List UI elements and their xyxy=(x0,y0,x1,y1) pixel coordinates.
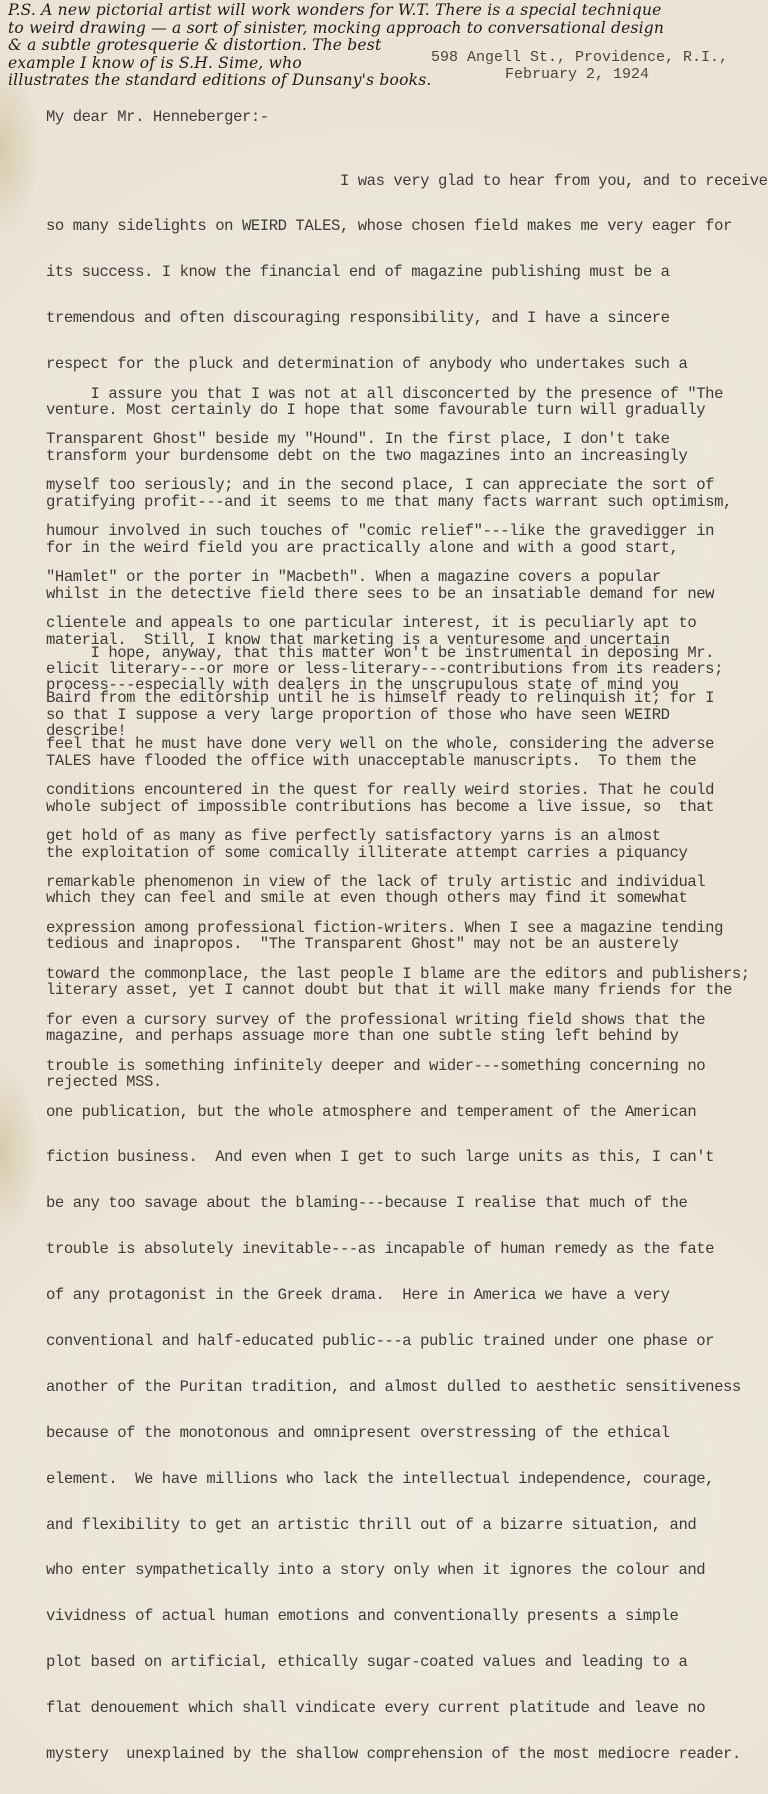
postscript-line: illustrates the standard editions of Dunsany's books. xyxy=(8,71,432,89)
text-line: because of the monotonous and omnipresent overstressing of the ethical xyxy=(46,1423,670,1442)
text-line: conventional and half-educated public---a public trained under one phase or xyxy=(46,1331,715,1350)
text-line: for even a cursory survey of the professional writing field shows that the xyxy=(46,1010,706,1029)
paragraph-3 xyxy=(46,615,750,1793)
text-line: its success. I know the financial end of magazine publishing must be a xyxy=(46,263,670,282)
text-line: transform your burdensome debt on the two magazines into an increasingly xyxy=(46,446,688,465)
text-line: feel that he must have done very well on the whole, considering the adverse xyxy=(46,735,715,754)
text-line: so many sidelights on WEIRD TALES, whose chosen field makes me very eager for xyxy=(46,217,732,236)
text-line: humour involved in such touches of "comic relief"---like the gravedigger in xyxy=(46,522,715,541)
text-line: rejected MSS. xyxy=(46,1072,162,1091)
text-line: "Hamlet" or the porter in "Macbeth". When a magazine covers a popular xyxy=(46,568,661,587)
text-line: mystery unexplained by the shallow comprehension of the most mediocre reader. xyxy=(46,1744,741,1763)
postscript-line: example I know of is S.H. Sime, who xyxy=(8,53,302,72)
text-line: material. Still, I know that marketing is a venturesome and uncertain xyxy=(46,630,670,649)
text-line: trouble is something infinitely deeper and wider---something concerning no xyxy=(46,1056,706,1075)
letterhead xyxy=(431,49,728,83)
salutation: My dear Mr. Henneberger:- xyxy=(46,108,269,126)
text-line: describe! xyxy=(46,722,127,741)
text-line: the exploitation of some comically illiterate attempt carries a piquancy xyxy=(46,843,688,862)
text-line: trouble is absolutely inevitable---as incapable of human remedy as the fate xyxy=(46,1240,715,1259)
text-line: conditions encountered in the quest for really weird stories. That he could xyxy=(46,781,715,800)
text-line: gratifying profit---and it seems to me that many facts warrant such optimism, xyxy=(46,492,732,511)
text-line: tremendous and often discouraging responsibility, and I have a sincere xyxy=(46,309,670,328)
text-line: be any too savage about the blaming---because I realise that much of the xyxy=(46,1194,688,1213)
postscript-line: to weird drawing — a sort of sinister, mocking approach to conversational design xyxy=(8,18,665,37)
text-line: vividness of actual human emotions and conventionally presents a simple xyxy=(46,1607,679,1626)
letter-date: February 2, 1924 xyxy=(505,66,650,83)
text-line: clientele and appeals to one particular interest, it is peculiarly apt to xyxy=(46,614,697,633)
text-line: process---especially with dealers in the unscrupulous state of mind you xyxy=(46,676,679,695)
text-line: elicit literary---or more or less-literary---contributions from its readers; xyxy=(46,659,723,678)
text-line: element. We have millions who lack the intellectual independence, courage, xyxy=(46,1469,715,1488)
text-line: toward the commonplace, the last people I blame are the editors and publishers; xyxy=(46,964,750,983)
text-line: remarkable phenomenon in view of the lack of truly artistic and individual xyxy=(46,873,706,892)
text-line: I hope, anyway, that this matter won't be instrumental in deposing Mr. xyxy=(46,643,715,662)
text-line: myself too seriously; and in the second place, I can appreciate the sort of xyxy=(46,476,715,495)
text-line: Transparent Ghost" beside my "Hound". In the first place, I don't take xyxy=(46,430,670,449)
text-line: Baird from the editorship until he is himself ready to relinquish it; for I xyxy=(46,689,715,708)
text-line: I assure you that I was not at all disconcerted by the presence of "The xyxy=(46,384,723,403)
text-line: I was very glad to hear from you, and to receive xyxy=(46,171,768,190)
text-line: of any protagonist in the Greek drama. Here in America we have a very xyxy=(46,1286,670,1305)
postscript-line: & a subtle grotesquerie & distortion. The best xyxy=(8,36,382,54)
text-line: fiction business. And even when I get to such large units as this, I can't xyxy=(46,1148,715,1167)
text-line: TALES have flooded the office with unacceptable manuscripts. To them the xyxy=(46,751,697,770)
text-line: whilst in the detective field there sees to be an insatiable demand for new xyxy=(46,584,715,603)
text-line: which they can feel and smile at even though others may find it somewhat xyxy=(46,889,688,908)
text-line: who enter sympathetically into a story only when it ignores the colour and xyxy=(46,1561,706,1580)
text-line: for in the weird field you are practically alone and with a good start, xyxy=(46,538,679,557)
text-line: another of the Puritan tradition, and almost dulled to aesthetic sensitiveness xyxy=(46,1377,741,1396)
text-line: get hold of as many as five perfectly satisfactory yarns is an almost xyxy=(46,827,661,846)
text-line: and flexibility to get an artistic thrill out of a bizarre situation, and xyxy=(46,1515,697,1534)
sender-address: 598 Angell St., Providence, R.I., xyxy=(431,49,729,66)
text-line: flat denouement which shall vindicate every current platitude and leave no xyxy=(46,1699,706,1718)
text-line: literary asset, yet I cannot doubt but that it will make many friends for the xyxy=(46,981,732,1000)
text-line: expression among professional fiction-writers. When I see a magazine tending xyxy=(46,918,723,937)
text-line: plot based on artificial, ethically sugar-coated values and leading to a xyxy=(46,1653,688,1672)
postscript-line: P.S. A new pictorial artist will work wonders for W.T. There is a special technique xyxy=(8,1,662,19)
text-line: venture. Most certainly do I hope that some favourable turn will gradually xyxy=(46,401,706,420)
text-line: whole subject of impossible contributions has become a live issue, so that xyxy=(46,797,715,816)
text-line: so that I suppose a very large proportion of those who have seen WEIRD xyxy=(46,705,670,724)
text-line: tedious and inapropos. "The Transparent Ghost" may not be an austerely xyxy=(46,935,679,954)
text-line: respect for the pluck and determination of anybody who undertakes such a xyxy=(46,355,688,374)
text-line: one publication, but the whole atmosphere and temperament of the American xyxy=(46,1102,697,1121)
text-line: magazine, and perhaps assuage more than one subtle sting left behind by xyxy=(46,1027,679,1046)
